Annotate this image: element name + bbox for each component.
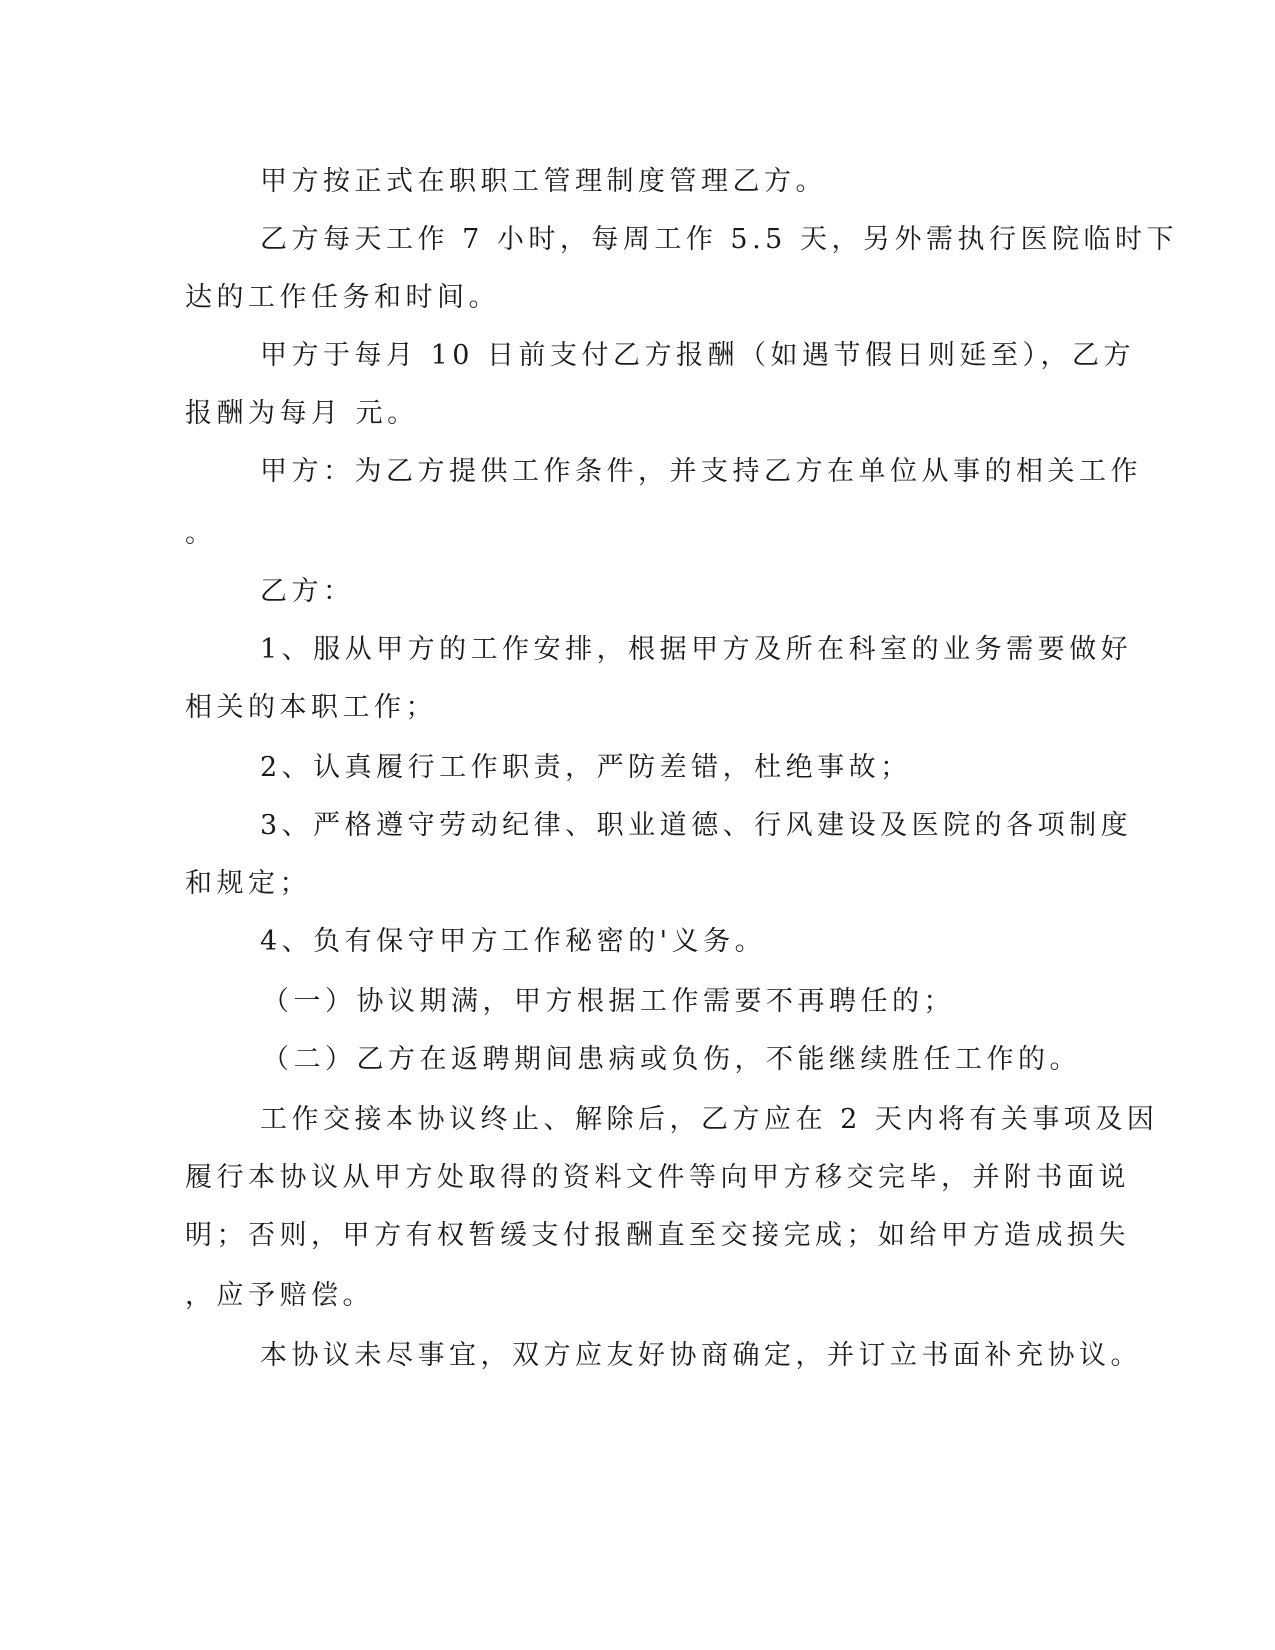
- paragraph-line: 。: [185, 518, 217, 549]
- paragraph-line: 乙方每天工作 7 小时，每周工作 5.5 天，另外需执行医院临时下: [260, 224, 1178, 255]
- paragraph-line: ，应予赔偿。: [185, 1280, 374, 1311]
- clause-line: （一）协议期满，甲方根据工作需要不再聘任的；: [262, 986, 955, 1017]
- paragraph-line: 甲方于每月 10 日前支付乙方报酬（如遇节假日则延至），乙方: [260, 340, 1136, 371]
- list-item-line: 2、认真履行工作职责，严防差错，杜绝事故；: [260, 752, 912, 783]
- paragraph-line: 工作交接本协议终止、解除后，乙方应在 2 天内将有关事项及因: [260, 1104, 1159, 1135]
- paragraph-line: 甲方：为乙方提供工作条件，并支持乙方在单位从事的相关工作: [260, 456, 1142, 487]
- list-item-line: 1、服从甲方的工作安排，根据甲方及所在科室的业务需要做好: [260, 634, 1133, 665]
- clause-line: （二）乙方在返聘期间患病或负伤，不能继续胜任工作的。: [262, 1044, 1081, 1075]
- list-item-line: 和规定；: [185, 868, 311, 899]
- paragraph-line: 甲方按正式在职职工管理制度管理乙方。: [260, 166, 827, 197]
- list-item-line: 相关的本职工作；: [185, 692, 437, 723]
- list-item-line: 3、严格遵守劳动纪律、职业道德、行风建设及医院的各项制度: [260, 810, 1133, 841]
- paragraph-line: 履行本协议从甲方处取得的资料文件等向甲方移交完毕，并附书面说: [185, 1162, 1130, 1193]
- paragraph-line: 报酬为每月 元。: [185, 398, 419, 429]
- paragraph-line: 乙方：: [260, 576, 355, 607]
- paragraph-line: 本协议未尽事宜，双方应友好协商确定，并订立书面补充协议。: [260, 1340, 1142, 1371]
- paragraph-line: 达的工作任务和时间。: [185, 282, 500, 313]
- paragraph-line: 明；否则，甲方有权暂缓支付报酬直至交接完成；如给甲方造成损失: [185, 1220, 1130, 1251]
- list-item-line: 4、负有保守甲方工作秘密的'义务。: [260, 926, 767, 957]
